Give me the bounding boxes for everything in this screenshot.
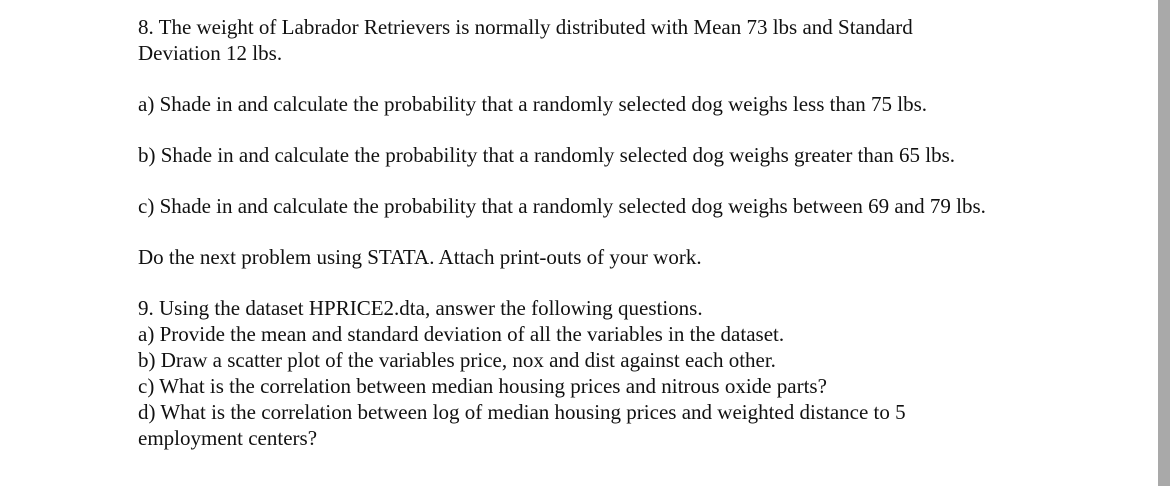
question-8-line-1: 8. The weight of Labrador Retrievers is normally distributed with Mean 73 lbs and Standard: [138, 15, 913, 39]
question-8: [138, 14, 1038, 66]
stata-instruction: Do the next problem using STATA. Attach print-outs of your work.: [138, 245, 702, 269]
question-9a: a) Provide the mean and standard deviation of all the variables in the dataset.: [138, 322, 785, 346]
problem-text: [138, 14, 1038, 451]
question-9d-line-2: employment centers?: [138, 426, 318, 450]
question-9: [138, 295, 1038, 451]
question-8c: c) Shade in and calculate the probability that a randomly selected dog weighs between 69 and 79 lbs.: [138, 194, 986, 218]
question-8a: a) Shade in and calculate the probability that a randomly selected dog weighs less than 75 lbs.: [138, 92, 928, 116]
question-9c: c) What is the correlation between median housing prices and nitrous oxide parts?: [138, 374, 827, 398]
question-9-intro: 9. Using the dataset HPRICE2.dta, answer the following questions.: [138, 296, 703, 320]
question-8-line-2: Deviation 12 lbs.: [138, 41, 283, 65]
question-9d-line-1: d) What is the correlation between log of median housing prices and weighted distance to 5: [138, 400, 906, 424]
window-edge: [1158, 0, 1170, 486]
question-9b: b) Draw a scatter plot of the variables price, nox and dist against each other.: [138, 348, 776, 372]
question-8b: b) Shade in and calculate the probability that a randomly selected dog weighs greater than 65 lbs.: [138, 143, 955, 167]
